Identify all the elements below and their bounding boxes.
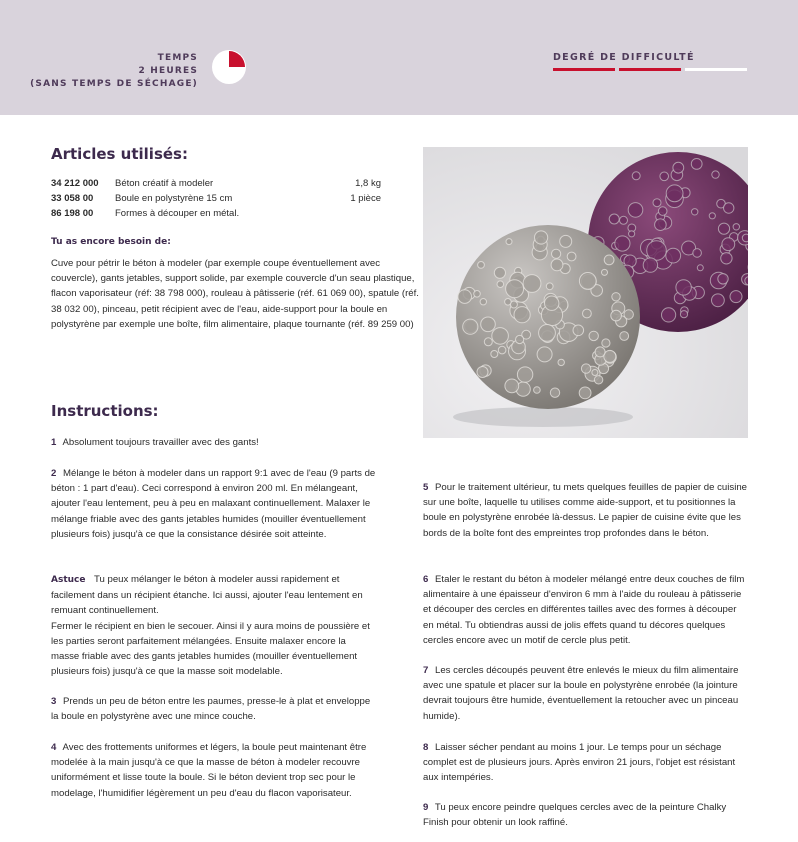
difficulty-title: DEGRÉ DE DIFFICULTÉ [553, 52, 695, 63]
difficulty-meter [553, 68, 747, 71]
step-6 [423, 572, 748, 648]
product-photo [423, 147, 748, 438]
step-3 [51, 694, 376, 724]
difficulty [553, 52, 747, 71]
step-1 [51, 435, 381, 450]
article-ref: 86 198 00 [51, 208, 94, 219]
article-row [51, 206, 381, 221]
article-ref: 34 212 000 [51, 178, 99, 189]
article-desc: Formes à découper en métal. [115, 208, 240, 219]
time-label: TEMPS [157, 53, 198, 63]
article-desc: Boule en polystyrène 15 cm [115, 193, 233, 204]
step-number: 1 [51, 437, 57, 448]
step-number: 5 [423, 482, 429, 493]
step-4 [51, 740, 376, 801]
tip-label: Astuce [51, 575, 86, 585]
tip-text: Tu peux mélanger le béton à modeler aussi rapidement et facilement dans un récipient étanche. Ici aussi, ajouter l'eau lentement en remuant continuellement. [51, 574, 363, 617]
step-text: Etaler le restant du béton à modeler mélangé entre deux couches de film alimentaire à une épaisseur d'environ 6 mm à l'aide du rouleau à pâtisserie et découper des cercles en différentes tailles avec des formes à découper en métal. Tu obtiendras aussi de jolis effets quand tu décores quelques cercles encore avec un motif de cercle plus petit. [423, 574, 745, 646]
step-2 [51, 466, 376, 542]
instructions-title: Instructions: [51, 402, 159, 420]
step-number: 4 [51, 742, 57, 753]
difficulty-segment [553, 68, 615, 71]
step-text: Avec des frottements uniformes et légers, la boule peut maintenant être modelée à la main jusqu'à ce que la masse de béton à modeler recouvre uniformément et lisse toute la boule. Si le béton devient trop sec pour le modelage, l'humidifier légèrement un peu d'eau du flacon vaporisateur. [51, 742, 367, 799]
step-number: 6 [423, 574, 429, 585]
article-row [51, 191, 381, 206]
needs-title: Tu as encore besoin de: [51, 237, 171, 247]
step-text: Laisser sécher pendant au moins 1 jour. Le temps pour un séchage complet est de plusieurs jours. Après environ 21 jours, l'objet est résistant aux intempéries. [423, 742, 736, 784]
article-qty: 1,8 kg [355, 178, 381, 189]
article-qty [321, 206, 381, 221]
step-9 [423, 800, 748, 830]
step-number: 7 [423, 665, 429, 676]
time-note: (SANS TEMPS DE SÉCHAGE) [30, 79, 198, 89]
tip-text-2: Fermer le récipient en bien le secouer. Ainsi il y aura moins de poussière et les parties seront parfaitement mélangées. Ensuite malaxer encore la masse friable avec des gants jetables humides (mouiller éventuellement plusieurs fois) jusqu'à ce que la masse soit modelable. [51, 620, 370, 678]
article-desc: Béton créatif à modeler [115, 178, 214, 189]
header-band [0, 0, 798, 115]
step-8 [423, 740, 748, 786]
step-text: Absolument toujours travailler avec des gants! [62, 437, 259, 448]
article-row [51, 176, 381, 191]
step-number: 2 [51, 468, 57, 479]
step-text: Mélange le béton à modeler dans un rapport 9:1 avec de l'eau (9 parts de béton : 1 part d'eau). Ceci correspond à environ 200 ml. En mélangeant, ajouter l'eau lentement, peu à peu en malaxant continuellement. Malaxer le mélange friable avec des gants jetables humides (mouiller éventuellement plusieurs fois) jusqu'à ce que la consistance désirée soit atteinte. [51, 468, 376, 540]
step-text: Pour le traitement ultérieur, tu mets quelques feuilles de papier de cuisine sur une boîte, laquelle tu utilises comme aide-support, et tu positionnes la boule en polystyrène enrobée là-dessus. Le papier de cuisine évite que les bords de la boîte font des empreintes trop profondes dans le béton. [423, 482, 747, 539]
needs-text: Cuve pour pétrir le béton à modeler (par exemple coupe éventuellement avec couvercle), gants jetables, support solide, par exemple couvercle d'un seau plastique, flacon vaporisateur (réf: 38 798 000), rouleau à pâtisserie (réf. 61 069 00), spatule (réf. 38 032 00), pinceau, petit récipient avec de l'eau, aide-support pour la boule en polystyrène par exemple une boîte, film alimentaire, plaque tournante (réf. 89 259 00) [51, 258, 419, 330]
step-text: Prends un peu de béton entre les paumes, presse-le à plat et enveloppe la boule en polystyrène avec une mince couche. [51, 696, 371, 723]
time-value: 2 HEURES [138, 66, 198, 76]
step-number: 3 [51, 696, 57, 707]
clock-icon [212, 50, 246, 84]
difficulty-segment [619, 68, 681, 71]
step-text: Tu peux encore peindre quelques cercles avec de la peinture Chalky Finish pour obtenir un look raffiné. [423, 802, 727, 829]
step-text: Les cercles découpés peuvent être enlevés le mieux du film alimentaire avec une spatule et placer sur la boule en polystyrène enrobée (la jointure devrait toujours être humide, éventuellement la retoucher avec un pinceau humide). [423, 665, 739, 722]
articles-title: Articles utilisés: [51, 145, 188, 163]
tip [51, 572, 376, 679]
difficulty-segment [685, 68, 747, 71]
step-7 [423, 663, 748, 724]
step-5 [423, 480, 748, 541]
article-qty: 1 pièce [350, 193, 381, 204]
article-ref: 33 058 00 [51, 193, 94, 204]
time-info [30, 52, 198, 91]
step-number: 8 [423, 742, 429, 753]
articles-list [51, 176, 381, 221]
step-number: 9 [423, 802, 429, 813]
